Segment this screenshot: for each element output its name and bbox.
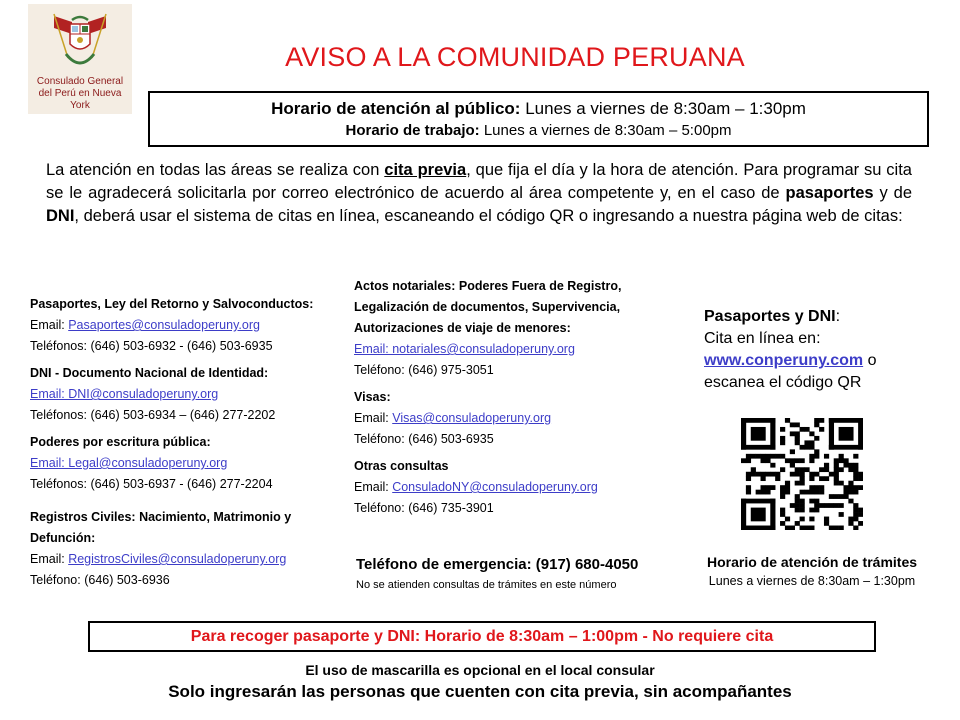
visas-email-link[interactable]: Visas@consuladoperuny.org xyxy=(392,411,552,425)
pasaportes-dni-colon: : xyxy=(835,308,841,325)
intro-pasaportes: pasaportes xyxy=(785,184,874,202)
tramites-value: Lunes a viernes de 8:30am – 1:30pm xyxy=(708,574,916,588)
appointment-url-link[interactable]: www.conperuny.com xyxy=(704,352,864,369)
otras-phone: Teléfono: (646) 735-3901 xyxy=(354,501,494,515)
mask-note: El uso de mascarilla es opcional en el local consular xyxy=(305,662,655,678)
contacts-column-middle xyxy=(354,276,674,519)
public-hours-label: Horario de atención al público: xyxy=(271,99,521,118)
otras-heading: Otras consultas xyxy=(354,459,449,473)
pasaportes-dni-heading: Pasaportes y DNI xyxy=(704,308,836,325)
visas-block xyxy=(354,387,674,450)
qr-code-icon xyxy=(741,418,863,530)
scan-qr-label: escanea el código QR xyxy=(704,374,862,391)
public-hours-value: Lunes a viernes de 8:30am – 1:30pm xyxy=(520,99,806,118)
pasaportes-email-link[interactable]: Pasaportes@consuladoperuny.org xyxy=(68,318,260,332)
dni-email-link[interactable]: Email: DNI@consuladoperuny.org xyxy=(30,387,219,401)
work-hours-label: Horario de trabajo: xyxy=(345,122,480,139)
dni-block xyxy=(30,363,340,426)
emergency-phone: Teléfono de emergencia: (917) 680-4050 xyxy=(356,556,639,573)
tramites-heading: Horario de atención de trámites xyxy=(706,554,918,570)
page-title: AVISO A LA COMUNIDAD PERUANA xyxy=(285,42,745,72)
emergency-block xyxy=(356,556,686,591)
visas-heading: Visas: xyxy=(354,390,391,404)
intro-text-2: , que fija el día y la hora de atención. Para programar su cita se le agradecerá solicitarla por correo electrónico de acuerdo al área competente y, en el caso de xyxy=(46,161,912,202)
final-note: Solo ingresarán las personas que cuenten con cita previa, sin acompañantes xyxy=(168,682,792,701)
intro-paragraph xyxy=(46,159,912,228)
dni-heading: DNI - Documento Nacional de Identidad: xyxy=(30,366,269,380)
poderes-heading: Poderes por escritura pública: xyxy=(30,435,211,449)
pickup-hours-box: Para recoger pasaporte y DNI: Horario de 8:30am – 1:00pm - No requiere cita xyxy=(88,621,876,652)
otras-email-link[interactable]: ConsuladoNY@consuladoperuny.org xyxy=(392,480,598,494)
qr-code[interactable] xyxy=(741,418,863,530)
registros-email-label: Email: xyxy=(30,552,69,566)
registros-phone: Teléfono: (646) 503-6936 xyxy=(30,573,170,587)
intro-text-1: La atención en todas las áreas se realiza con xyxy=(46,161,385,179)
consulate-logo xyxy=(28,4,132,114)
or-text: o xyxy=(863,352,877,369)
actos-block xyxy=(354,276,674,381)
poderes-phone: Teléfonos: (646) 503-6937 - (646) 277-2204 xyxy=(30,477,273,491)
actos-phone: Teléfono: (646) 975-3051 xyxy=(354,363,494,377)
tramites-hours-block xyxy=(684,554,940,588)
logo-caption-line2: del Perú en Nueva York xyxy=(38,88,122,111)
pasaportes-email-label: Email: xyxy=(30,318,69,332)
otras-email-label: Email: xyxy=(354,480,393,494)
actos-heading: Actos notariales: Poderes Fuera de Registro, Legalización de documentos, Supervivencia, Autorizaciones de viaje de menores: xyxy=(354,279,622,335)
pasaportes-block xyxy=(30,294,340,357)
work-hours-value: Lunes a viernes de 8:30am – 5:00pm xyxy=(479,122,732,139)
intro-text-3: y de xyxy=(873,184,912,202)
intro-cita-previa: cita previa xyxy=(384,161,467,179)
pasaportes-phone: Teléfonos: (646) 503-6932 - (646) 503-6935 xyxy=(30,339,273,353)
online-appointment-block xyxy=(704,306,934,394)
registros-email-link[interactable]: RegistrosCiviles@consuladoperuny.org xyxy=(68,552,287,566)
public-hours-box xyxy=(148,91,929,147)
coat-of-arms-icon xyxy=(50,8,110,74)
intro-text-4: , deberá usar el sistema de citas en línea, escaneando el código QR o ingresando a nuestra página web de citas: xyxy=(74,207,903,225)
intro-dni: DNI xyxy=(46,207,75,225)
dni-phone: Teléfonos: (646) 503-6934 – (646) 277-2202 xyxy=(30,408,276,422)
emergency-note: No se atienden consultas de trámites en este número xyxy=(356,579,617,591)
poderes-email-link[interactable]: Email: Legal@consuladoperuny.org xyxy=(30,456,228,470)
visas-phone: Teléfono: (646) 503-6935 xyxy=(354,432,494,446)
visas-email-label: Email: xyxy=(354,411,393,425)
poderes-block xyxy=(30,432,340,495)
registros-heading: Registros Civiles: Nacimiento, Matrimonio y Defunción: xyxy=(30,510,292,545)
actos-email-link[interactable]: Email: notariales@consuladoperuny.org xyxy=(354,342,575,356)
cita-en-linea-label: Cita en línea en: xyxy=(704,330,821,347)
contacts-column-left xyxy=(30,294,340,591)
logo-caption-line1: Consulado General xyxy=(36,76,124,87)
otras-block xyxy=(354,456,674,519)
registros-block xyxy=(30,507,340,591)
pasaportes-heading: Pasaportes, Ley del Retorno y Salvoconductos: xyxy=(30,297,314,311)
